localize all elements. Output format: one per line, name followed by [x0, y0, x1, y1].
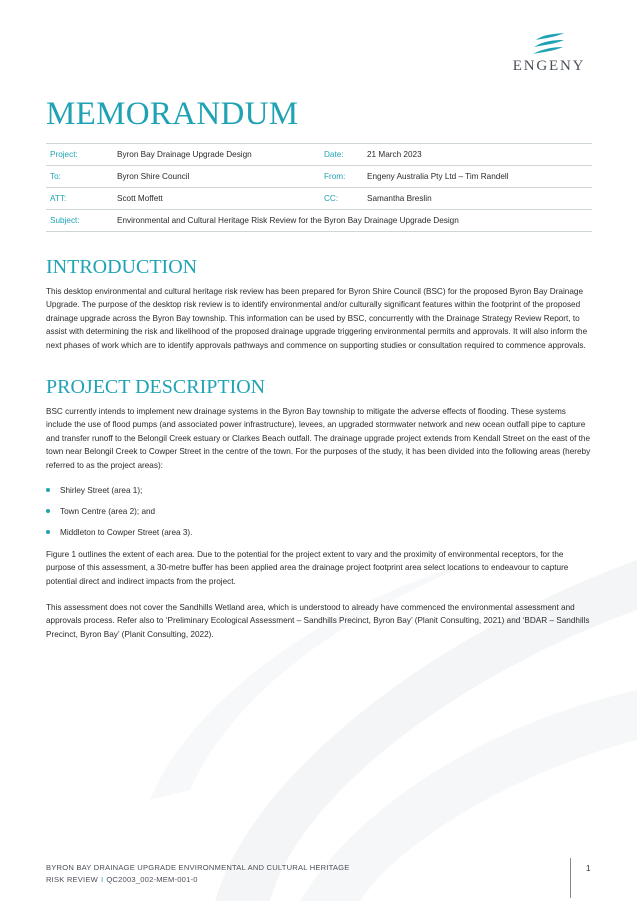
footer-divider: [570, 858, 571, 898]
project-description-paragraph-2: Figure 1 outlines the extent of each area. Due to the potential for the project extent to vary and the proximity of environmental receptors, for the purpose of this assessment, a 30-metre buffer has been applied area the drainage project footprint area select locations to endeavour to capture potential direct and indirect impacts from the project.: [46, 550, 569, 586]
introduction-paragraph: This desktop environmental and cultural heritage risk review has been prepared for Byron Shire Council (BSC) for the proposed Byron Bay Drainage Upgrade. The purpose of the desktop risk review is to identify environmental and/or culturally significant features within the footprint of the proposed drainage upgrade across the Byron Bay township. This information can be used by BSC, concurrently with the Drainage Strategy Review Report, to assist with determining the risk and likelihood of the proposed drainage upgrade triggering environmental permits and approvals. It will also inform the next phases of work which are to identify approvals pathways and commence on supporting studies or consultation required to commence approvals.: [46, 287, 588, 350]
to-value: Byron Shire Council: [113, 166, 320, 188]
meta-row-att: [46, 188, 592, 210]
footer-document-title: [46, 862, 350, 886]
page-number: 1: [586, 864, 591, 873]
meta-row-project: [46, 144, 592, 166]
subject-value: Environmental and Cultural Heritage Risk Review for the Byron Bay Drainage Upgrade Design: [113, 210, 592, 232]
to-label: To:: [46, 166, 113, 188]
project-value: Byron Bay Drainage Upgrade Design: [113, 144, 320, 166]
list-item: [46, 505, 192, 526]
meta-row-to: [46, 166, 592, 188]
footer-title-end: RISK REVIEW: [46, 875, 98, 884]
from-label: From:: [320, 166, 363, 188]
project-description-heading: PROJECT DESCRIPTION: [46, 376, 266, 398]
cc-value: Samantha Breslin: [363, 188, 592, 210]
engeny-wave-icon: [532, 32, 566, 58]
att-value: Scott Moffett: [113, 188, 320, 210]
cc-label: CC:: [320, 188, 363, 210]
project-areas-list: [46, 484, 192, 547]
list-item-text: Shirley Street (area 1);: [60, 486, 143, 495]
project-label: Project:: [46, 144, 113, 166]
bullet-icon: [46, 509, 50, 513]
att-label: ATT:: [46, 188, 113, 210]
meta-row-subject: [46, 210, 592, 232]
footer-line-1: BYRON BAY DRAINAGE UPGRADE ENVIRONMENTAL AND CULTURAL HERITAGE: [46, 863, 350, 872]
engeny-logo: [504, 32, 594, 78]
bullet-icon: [46, 530, 50, 534]
memo-header-table: [46, 143, 592, 232]
footer-separator: I: [101, 875, 104, 884]
subject-label: Subject:: [46, 210, 113, 232]
introduction-heading: INTRODUCTION: [46, 256, 198, 278]
date-value: 21 March 2023: [363, 144, 592, 166]
bullet-icon: [46, 488, 50, 492]
from-value: Engeny Australia Pty Ltd – Tim Randell: [363, 166, 592, 188]
project-description-paragraph-3: This assessment does not cover the Sandhills Wetland area, which is understood to already have commenced the environmental assessment and approvals process. Refer also to ‘Preliminary Ecological Assessment – Sandhills Precinct, Byron Bay’ (Planit Consulting, 2021) and ‘BDAR – Sandhills Precinct, Byron Bay’ (Planit Consulting, 2022).: [46, 603, 590, 639]
footer-line-2: [46, 874, 350, 886]
list-item-text: Middleton to Cowper Street (area 3).: [60, 528, 193, 537]
document-title: MEMORANDUM: [46, 96, 299, 132]
project-description-paragraph-1: BSC currently intends to implement new drainage systems in the Byron Bay township to mitigate the adverse effects of flooding. These systems include the use of flood pumps (and associated power infrastructure), levees, an upgraded stormwater network and new ocean outfall pipe to capture and transfer runoff to the Belongil Creek estuary or Clarkes Beach outfall. The drainage upgrade project extends from Kendall Street on the east of the town near Belongil Creek to Cowper Street in the centre of the town. For the purposes of the study, it has been divided into the following areas (hereby referred to as the project areas):: [46, 407, 591, 470]
logo-wordmark: ENGENY: [512, 58, 586, 74]
list-item-text: Town Centre (area 2); and: [60, 507, 156, 516]
list-item: [46, 526, 192, 547]
list-item: [46, 484, 192, 505]
date-label: Date:: [320, 144, 363, 166]
footer-document-number: QC2003_002-MEM-001-0: [106, 875, 198, 884]
